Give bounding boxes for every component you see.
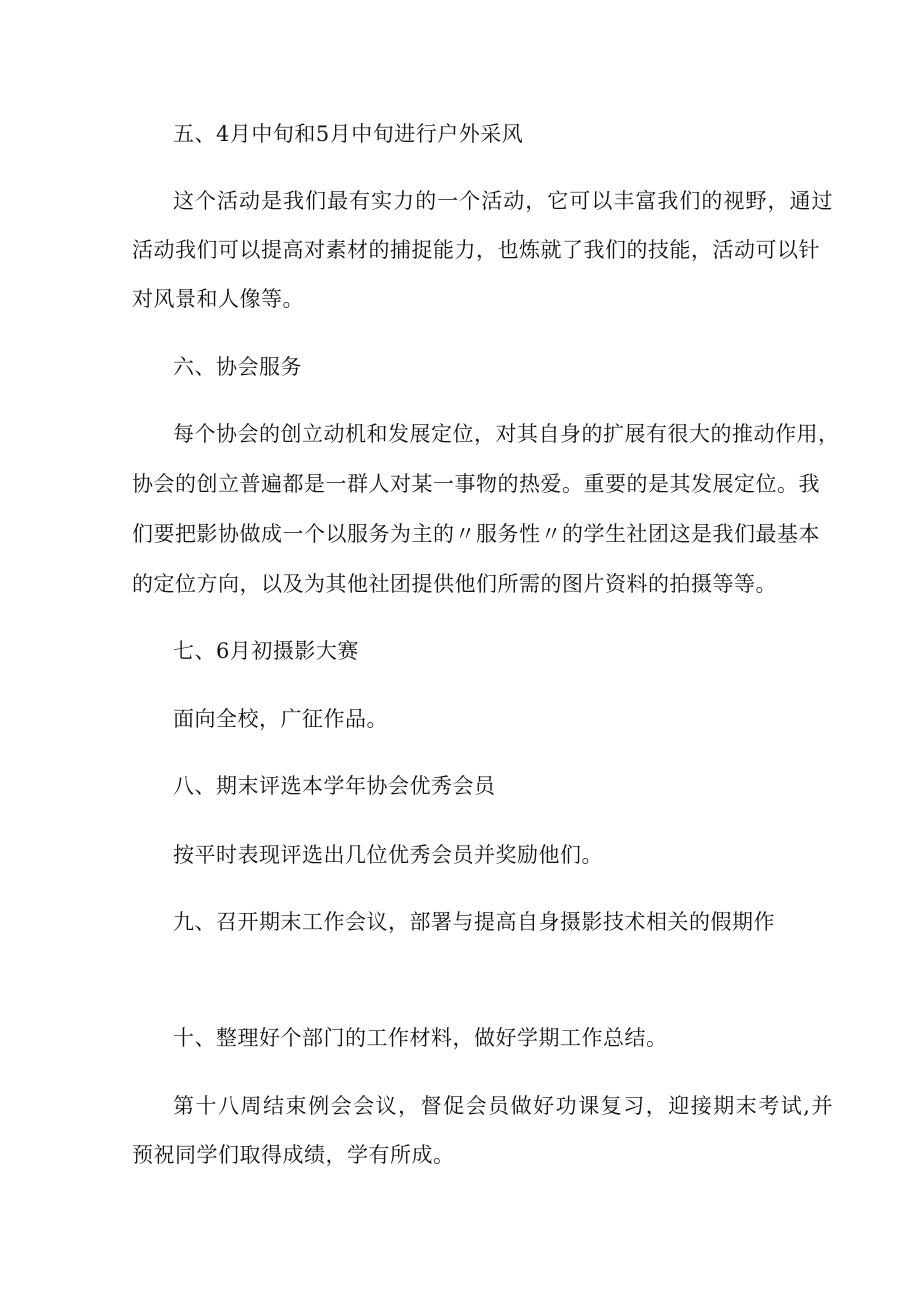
paragraph-line: 第十八周结束例会会议，督促会员做好功课复习，迎接期末考试,并 [173,1094,833,1118]
paragraph-line: 对风景和人像等。 [132,287,304,311]
paragraph-line: 面向全校，广征作品。 [173,707,388,731]
section-heading-5: 五、4月中旬和5月中旬进行户外采风 [173,122,524,146]
paragraph-line: 这个活动是我们最有实力的一个活动，它可以丰富我们的视野，通过 [173,189,833,213]
section-heading-7: 七、6月初摄影大赛 [173,639,359,663]
section-heading-6: 六、协会服务 [173,355,302,379]
section-heading-9: 九、召开期末工作会议，部署与提高自身摄影技术相关的假期作 [173,910,775,934]
paragraph-line: 预祝同学们取得成绩，学有所成。 [132,1143,455,1167]
paragraph-line: 按平时表现评选出几位优秀会员并奖励他们。 [173,843,603,867]
section-heading-10: 十、整理好个部门的工作材料，做好学期工作总结。 [173,1026,668,1050]
paragraph-line: 们要把影协做成一个以服务为主的〃服务性〃的学生社团这是我们最基本 [132,522,820,546]
paragraph-line: 协会的创立普遍都是一群人对某一事物的热爱。重要的是其发展定位。我 [132,472,820,496]
paragraph-line: 的定位方向，以及为其他社团提供他们所需的图片资料的拍摄等等。 [132,572,777,596]
section-heading-8: 八、期末评选本学年协会优秀会员 [173,774,496,798]
paragraph-line: 每个协会的创立动机和发展定位，对其自身的扩展有很大的推动作用， [173,422,840,446]
paragraph-line: 活动我们可以提高对素材的捕捉能力，也炼就了我们的技能，活动可以针 [132,238,820,262]
